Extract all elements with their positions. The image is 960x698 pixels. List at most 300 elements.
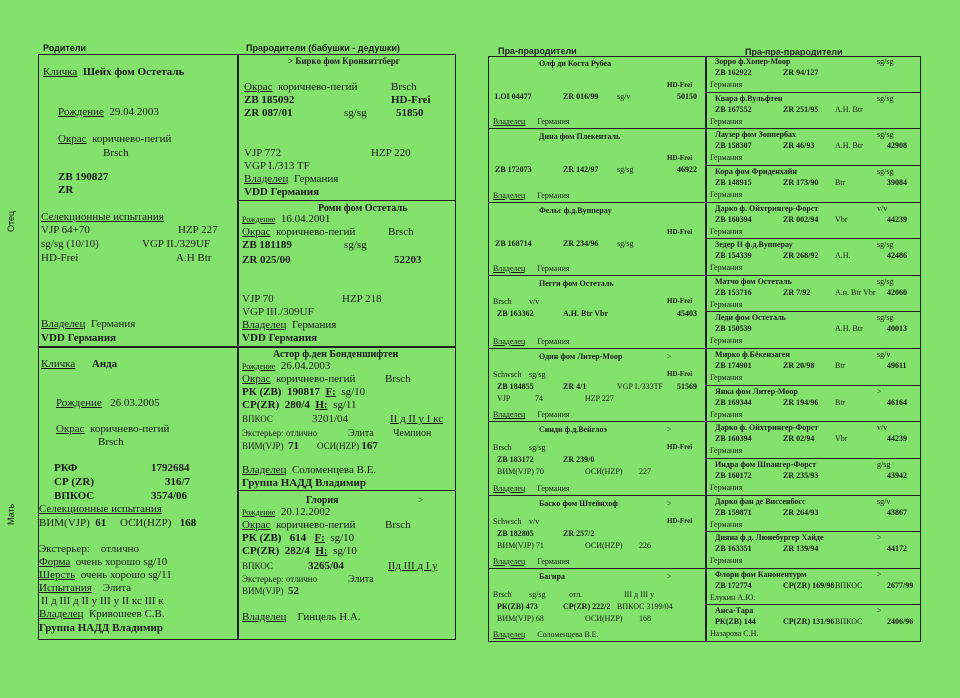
gp1-owner: Германия	[293, 173, 339, 185]
gp3-rk-label: РК (ZB)	[242, 386, 282, 398]
ggp-arrow: >	[667, 571, 672, 581]
mother-trials-1d: 168	[179, 517, 197, 529]
ggp-extra: sg/sg	[617, 238, 634, 248]
father-trials-1b: HZP 227	[178, 224, 218, 236]
gggp-reg: ZB 160172	[715, 470, 752, 480]
gggp-reg: ZB 159871	[715, 507, 752, 517]
gp3-owner-label: Владелец	[242, 464, 287, 476]
gggp-owner: Германия	[710, 153, 743, 163]
gp1-owner-label: Владелец	[244, 173, 289, 185]
father-owner2: VDD Германия	[41, 332, 117, 344]
gggp-owner: Германия	[710, 556, 743, 566]
mother-owner: Кривошеев С.В.	[88, 608, 165, 620]
ggp-owner-label: Владелец	[493, 117, 526, 127]
father-trials-2b: VGP II./329UF	[142, 238, 211, 250]
mother-color2: Brsch	[98, 436, 124, 448]
gp3-birth-label: Рождение	[242, 362, 276, 371]
gp4-exterior: Экстерьер: отлично	[242, 574, 318, 584]
mother-owner2: Группа НАДД Владимир	[39, 622, 163, 634]
mother-test-label: Испытания	[39, 582, 92, 594]
gp1-vgp: VGP I./313 TF	[244, 160, 310, 172]
ggp-reg: LOI 04477	[495, 92, 532, 101]
ggp-number: 50150	[677, 92, 697, 101]
gp2-birth-label: Рождение	[242, 215, 276, 224]
gggp-owner: Германия	[710, 226, 743, 236]
gp3-h: sg/11	[333, 399, 357, 411]
gp4-arrow: >	[418, 495, 424, 505]
gggp-reg: ZB 158307	[715, 141, 752, 151]
gggp-zr: CP(ZR) 131/96	[783, 617, 835, 627]
ggp-color: Brsch	[493, 296, 512, 306]
ggp-owner-label: Владелец	[493, 483, 526, 493]
ggp-title: Дина фом Плекенталь	[539, 132, 621, 142]
gp3-f: sg/10	[341, 386, 366, 398]
ggp-rating: v/v	[529, 516, 540, 526]
gp3-diplomas: II д II у I кс	[390, 413, 444, 425]
gggp-title: Мирко ф.Бёкензаген	[715, 350, 790, 359]
mother-name: Анда	[91, 358, 118, 370]
ggp-reg: ZB 172073	[495, 165, 532, 175]
gp3-elite: Элита	[348, 428, 374, 439]
gp4-title: Глория	[306, 495, 339, 506]
gggp-number: 44239	[887, 434, 907, 444]
mother-coat: очень хорошо sg/11	[80, 569, 172, 581]
great-great-grandparent-13	[707, 496, 920, 533]
gggp-rating: >	[877, 569, 882, 579]
ggp-title: Фельс ф.д.Вуппераy	[539, 205, 612, 215]
mother-birth-label: Рождение	[56, 397, 102, 409]
ggp-rating: sg/sg	[529, 589, 546, 599]
gggp-extra: ВПКОС	[835, 617, 863, 627]
gggp-rating: sg/sg	[877, 313, 894, 323]
mother-form: очень хорошо sg/10	[75, 556, 168, 568]
great-grandparent-2	[489, 129, 705, 202]
gggp-zr: ZR 7/92	[783, 287, 811, 297]
gp2-zr: ZR 025/00	[242, 254, 291, 266]
gggp-reg: ZB 148915	[715, 177, 752, 187]
gggp-owner: Германия	[710, 373, 743, 382]
gggp-owner: Назарова С.Н.	[710, 629, 759, 639]
gggp-title: Кора фом Фриденхайн	[715, 166, 797, 176]
gp3-owner2: Группа НАДД Владимир	[242, 477, 366, 489]
gp3-color: коричнево-пегий	[276, 373, 356, 385]
ggp-exterior: отл.	[569, 589, 583, 599]
gggp-number: 2677/99	[887, 580, 914, 590]
ggp-number: 45403	[677, 308, 697, 318]
gggp-title: Анса-Тара	[715, 606, 754, 616]
gggp-title: Дарко ф. Ойхтрингер-Форст	[715, 203, 819, 213]
gp2-color: коричнево-пегий	[276, 226, 356, 238]
gp3-cp-label: СР(ZR)	[242, 399, 280, 411]
mother-trials-1b: 61	[95, 517, 107, 529]
father-name-label: Кличка	[43, 66, 78, 78]
gggp-zr: ZR 002/94	[783, 214, 819, 224]
gggp-extra: A.H. Btr	[835, 324, 863, 334]
gp2-color-label: Окрас	[242, 226, 271, 238]
mother-form-label: Форма	[39, 556, 71, 568]
side-label-mother: Мать	[6, 503, 16, 525]
gggp-rating: g/sg	[877, 459, 891, 469]
mother-ext-label: Экстерьер:	[39, 543, 90, 555]
gp2-title: Роми фом Остеталь	[318, 203, 408, 214]
ggp-owner: Германия	[537, 337, 570, 346]
gggp-zr: ZR 20/98	[783, 361, 815, 370]
gp4-cp: 282/4	[284, 545, 310, 557]
father-trials-3a: HD-Frei	[41, 252, 79, 264]
ggp-extra: ВПКОС 3199/04	[617, 601, 673, 611]
gggp-title: Флори фом Канонентурм	[715, 569, 807, 579]
ggp-reg: ZB 184855	[497, 382, 534, 391]
ggp-owner-row	[493, 556, 570, 567]
gp2-vjp: VJP 70	[242, 293, 274, 305]
ggp-hd: HD-Frei	[667, 370, 693, 378]
gggp-reg: ZB 167552	[715, 104, 752, 114]
gggp-extra: ВПКОС	[835, 580, 863, 590]
gggp-number: 42908	[887, 141, 907, 151]
gggp-extra: Vbr	[835, 214, 848, 224]
gggp-reg: ZB 160394	[715, 214, 752, 224]
ggp-zr: ZR 234/96	[563, 238, 599, 248]
great-grandparent-5	[489, 349, 705, 422]
father-color-label: Окрас	[58, 133, 87, 145]
great-grandparent-3	[489, 203, 705, 276]
great-grandparent-6	[489, 422, 705, 495]
gp2-vgp: VGP III./309UF	[242, 306, 314, 318]
gggp-reg: ZB 154339	[715, 251, 752, 261]
ggp-owner-row	[493, 409, 570, 420]
ggp-hzp-label: ОСИ(HZP)	[585, 467, 623, 477]
mother-trials-label: Селекционные испытания	[39, 503, 162, 515]
gggp-number: 39084	[887, 177, 907, 187]
gggp-owner: Германия	[710, 80, 743, 89]
great-great-grandparent-4	[707, 166, 920, 203]
gp3-vim: 71	[288, 440, 300, 452]
gp2-hzp: HZP 218	[342, 293, 382, 305]
side-label-father: Отец	[6, 210, 16, 232]
gggp-owner: Германия	[710, 519, 743, 529]
gggp-title: Матчо фом Остеталь	[715, 276, 792, 286]
gggp-zr: ZR 264/93	[783, 507, 819, 517]
gggp-title: Леди фом Остеталь	[715, 313, 786, 323]
ggp-hzp-label: ОСИ(HZP)	[585, 613, 623, 623]
great-great-grandparent-7	[707, 276, 920, 313]
ggp-hd: HD-Frei	[667, 81, 693, 89]
gp3-color-label: Окрас	[242, 373, 271, 385]
mother-trials-1c: ОСИ(HZP)	[119, 517, 172, 529]
gggp-rating: sg/sg	[877, 93, 894, 103]
gp3-champion: Чемпион	[393, 428, 432, 439]
great-great-grandparent-9	[707, 349, 920, 386]
ggp-vjp-label: ВИМ(VJP) 68	[497, 613, 544, 623]
gggp-owner: Германия	[710, 299, 743, 309]
ggp-zr: ZR 4/1	[563, 382, 587, 391]
gp1-title: > Бирко фом Кронвиттберг	[288, 56, 400, 66]
ggp-reg: ZB 163362	[497, 308, 534, 318]
gp1-color2: Brsch	[391, 81, 417, 93]
gggp-rating: sg/sg	[877, 57, 894, 66]
ggp-owner-label: Владелец	[493, 337, 526, 346]
gggp-zr: ZR 139/94	[783, 544, 819, 554]
great-grandparent-1	[489, 56, 705, 129]
ggp-vjp-label: ВИМ(VJP) 71	[497, 540, 544, 550]
father-owner: Германия	[90, 318, 136, 330]
mother-reg1: 1792684	[151, 462, 190, 474]
mother-name-label: Кличка	[41, 358, 76, 370]
mother-color: коричнево-пегий	[90, 423, 170, 435]
mother-diplomas: II д III д II у III у II кс III к	[41, 595, 164, 607]
mother-trials-1a: ВИМ(VJP)	[39, 517, 90, 529]
gp2-reg: ZB 181189	[242, 239, 292, 251]
ggp-title: Олф ди Коста Рубеа	[539, 59, 612, 68]
gp4-vpkos: 3265/04	[308, 560, 345, 572]
mother-coat-label: Шерсть	[39, 569, 76, 581]
gggp-title: Дарко фан де Виссенбосс	[715, 496, 806, 506]
gggp-owner: Германия	[710, 409, 743, 419]
gggp-extra: A.H.	[835, 251, 851, 261]
gp3-vpkos: 3201/04	[312, 413, 349, 425]
ggp-owner: Германия	[537, 190, 570, 200]
gp4-vpkos-label: ВПКОС	[242, 561, 273, 571]
ggp-owner-label: Владелец	[493, 410, 526, 420]
gggp-zr: CP(ZR) 169/98	[783, 580, 835, 590]
gp3-color2: Brsch	[385, 373, 411, 385]
great-great-grandparent-3	[707, 129, 920, 166]
ggp-hd: HD-Frei	[667, 227, 693, 236]
gp2-color2: Brsch	[388, 226, 414, 238]
header-parents: Родители	[43, 43, 87, 53]
ggp-zr: ZR 142/97	[563, 165, 599, 175]
gp3-f-label: F:	[325, 386, 336, 398]
ggp-arrow: >	[667, 425, 672, 435]
ggp-owner: Соломенцева В.Е.	[537, 630, 599, 639]
ggp-reg: ZB 183172	[497, 455, 534, 465]
ggp-owner-row	[493, 483, 570, 494]
gp3-osi: 167	[361, 440, 378, 452]
ggp-extra: sg/v	[617, 92, 631, 101]
ggp-reg: ZB 168714	[495, 238, 532, 248]
gggp-title: Янка фом Литер-Моор	[715, 386, 798, 396]
ggp-owner-label: Владелец	[493, 190, 526, 200]
ggp-zr: ZR 257/2	[563, 528, 595, 538]
gggp-title: Индра фом Шпангер-Форст	[715, 459, 817, 469]
gp4-birth-label: Рождение	[242, 508, 276, 517]
ggp-hd: HD-Frei	[667, 443, 693, 452]
father-name: Шейх фом Остеталь	[82, 66, 185, 78]
ggp-zr: СР(ZR) 222/2	[563, 601, 611, 611]
gggp-reg: ZB 174901	[715, 361, 752, 370]
ggp-color: Schwsch	[493, 516, 522, 526]
gp1-hd: HD-Frei	[391, 94, 431, 106]
grandparent-4	[238, 491, 456, 639]
ggp-reg: ZB 182805	[497, 528, 534, 538]
ggp-rating: sg/sg	[529, 443, 546, 453]
ggp-owner-row	[493, 629, 599, 640]
father-owner-label: Владелец	[41, 318, 86, 330]
great-grandparent-8	[489, 569, 705, 642]
gggp-number: 49611	[887, 361, 907, 370]
gggp-reg: ZB 162922	[715, 68, 752, 77]
gggp-title: Зорро ф.Хопер-Моор	[715, 57, 791, 66]
ggp-owner-row	[493, 190, 570, 201]
mother-reg2-label: СР (ZR)	[54, 476, 95, 488]
gggp-rating: sg/sg	[877, 130, 894, 140]
mother-reg3: 3574/06	[151, 490, 188, 502]
gggp-extra: A.H. Btr	[835, 104, 863, 114]
father-birth-label: Рождение	[58, 106, 104, 118]
gp4-diplomas: IIд III д I у	[388, 560, 438, 572]
gggp-number: 44172	[887, 544, 907, 554]
gggp-number: 46164	[887, 397, 907, 407]
great-great-grandparent-6	[707, 239, 920, 276]
gggp-title: Зедер II ф.д.Вупперау	[715, 240, 793, 250]
mother-reg3-label: ВПКОС	[54, 490, 95, 502]
ggp-arrow: >	[667, 498, 672, 508]
ggp-hd: HD-Frei	[667, 296, 693, 305]
gp4-elite: Элита	[348, 574, 374, 585]
header-great-grandparents: Пра-прародители	[498, 46, 577, 56]
gggp-extra: Vbr	[835, 434, 848, 444]
father-trials-2a: sg/sg (10/10)	[41, 238, 99, 250]
ggp-extra: sg/sg	[617, 165, 634, 175]
gggp-rating: v/v	[877, 423, 888, 433]
gggp-extra: A.H. Btr	[835, 141, 863, 151]
gggp-owner: Елукин А.Ю.	[710, 592, 756, 602]
gp3-exterior: Экстерьер: отлично	[242, 428, 318, 438]
gp3-osi-label: ОСИ(HZP)	[317, 441, 360, 451]
great-grandparent-4	[489, 276, 705, 349]
gggp-title: Квара ф.Вульфтен	[715, 93, 783, 103]
gp3-birth: 26.04.2003	[280, 360, 331, 372]
ggp-owner-label: Владелец	[493, 263, 526, 273]
mother-ext: отлично	[100, 543, 140, 555]
ggp-vjp-label: ВИМ(VJP) 70	[497, 467, 544, 477]
gggp-zr: ZR 251/95	[783, 104, 819, 114]
gp1-num: 51850	[396, 107, 424, 119]
great-great-grandparent-12	[707, 459, 920, 496]
gggp-number: 42486	[887, 251, 907, 261]
ggp-hd: HD-Frei	[667, 154, 693, 163]
ggp-rating: v/v	[529, 296, 540, 306]
gp4-vim: 52	[288, 585, 300, 597]
grandparent-1	[238, 54, 456, 201]
gp3-owner: Соломенцева В.Е.	[291, 464, 377, 476]
ggp-zr: ZR 239/0	[563, 455, 595, 465]
ggp-owner: Германия	[537, 410, 570, 420]
gp4-h-label: H:	[315, 545, 328, 557]
gggp-owner: Германия	[710, 336, 743, 346]
gp3-h-label: H:	[315, 399, 328, 411]
grandparent-3	[238, 348, 456, 491]
gp2-owner: Германия	[291, 319, 337, 331]
gggp-extra: Btr	[835, 361, 846, 370]
gggp-owner: Германия	[710, 116, 743, 126]
gp3-cp: 280/4	[284, 399, 310, 411]
gggp-rating: >	[877, 606, 882, 616]
grandparent-2	[238, 201, 456, 347]
gggp-zr: ZR 194/96	[783, 397, 819, 407]
ggp-title: Баско фом Штейнхоф	[539, 498, 618, 508]
ggp-rating: sg/sg	[529, 370, 546, 379]
gggp-zr: ZR 46/93	[783, 141, 815, 151]
gp4-birth: 20.12.2002	[280, 506, 331, 518]
gp1-color-label: Окрас	[244, 81, 273, 93]
ggp-arrow: >	[667, 352, 672, 361]
gggp-number: 40013	[887, 324, 907, 334]
gp3-title: Астор ф.ден Бонденшифтен	[273, 349, 399, 360]
mother-cell	[38, 348, 237, 638]
gggp-number: 43942	[887, 470, 907, 480]
gggp-owner: Германия	[710, 482, 743, 492]
ggp-owner: Германия	[537, 117, 570, 127]
gggp-title: Дияна ф.д. Люнебургер Хайде	[715, 533, 824, 543]
ggp-diplomas: III д III у	[624, 589, 655, 599]
gp4-cp-label: СР(ZR)	[242, 545, 280, 557]
father-trials-1a: VJP 64+70	[41, 224, 90, 236]
ggp-vjp: 74	[535, 394, 543, 403]
gggp-reg: ZB 153716	[715, 287, 752, 297]
gggp-reg: ZB 160394	[715, 434, 752, 444]
gggp-reg: ZB 169344	[715, 397, 752, 407]
gggp-zr: ZR 173/90	[783, 177, 819, 187]
gggp-rating: >	[877, 533, 882, 543]
ggp-color: Brsch	[493, 443, 512, 453]
mother-color-label: Окрас	[56, 423, 85, 435]
gggp-zr: ZR 235/93	[783, 470, 819, 480]
gggp-rating: sg/sg	[877, 276, 894, 286]
gggp-extra: A.н. Btr Vbr	[835, 287, 876, 297]
gggp-rating: sg/sg	[877, 166, 894, 176]
ggp-color: Brsch	[493, 589, 512, 599]
gggp-reg: РК(ZB) 144	[715, 617, 756, 627]
great-great-grandparent-10	[707, 386, 920, 423]
ggp-owner-row	[493, 116, 570, 127]
gggp-rating: v/v	[877, 203, 888, 213]
ggp-extra: VGP I./333TF	[617, 382, 663, 391]
ggp-title: Пегги фом Остеталь	[539, 278, 614, 288]
ggp-hzp: 168	[639, 613, 651, 623]
ggp-owner: Германия	[537, 556, 570, 566]
gggp-title: Лаузер фом Зоппербах	[715, 130, 797, 140]
gp3-vim-label: ВИМ(VJP)	[242, 441, 284, 451]
ggp-owner-label: Владелец	[493, 630, 526, 639]
great-great-grandparent-15	[707, 569, 920, 606]
great-great-grandparent-5	[707, 203, 920, 240]
gp1-reg: ZB 185092	[244, 94, 295, 106]
great-great-grandparent-14	[707, 532, 920, 569]
father-reg: ZB 190827	[58, 171, 109, 183]
gp4-owner-label: Владелец	[242, 611, 287, 623]
gggp-zr: ZR 02/94	[783, 434, 815, 444]
ggp-hzp-label: ОСИ(HZP)	[585, 540, 623, 550]
gp2-sgsg: sg/sg	[344, 239, 367, 251]
ggp-owner-row	[493, 263, 570, 274]
gp2-birth: 16.04.2001	[280, 213, 331, 225]
gp4-rk: 614	[289, 532, 307, 544]
gp4-color-label: Окрас	[242, 519, 271, 531]
gggp-rating: sg/v	[877, 350, 891, 359]
mother-owner-label: Владелец	[39, 608, 84, 620]
gggp-zr: ZR 268/92	[783, 251, 819, 261]
gggp-reg: ZB 163351	[715, 544, 752, 554]
gggp-number: 43867	[887, 507, 907, 517]
gp4-vim-label: ВИМ(VJP)	[242, 586, 284, 596]
gggp-number: 2406/96	[887, 617, 914, 627]
gp1-color: коричнево-пегий	[278, 81, 358, 93]
header-grandparents: Прародители (бабушки - дедушки)	[246, 43, 400, 53]
father-trials-label: Селекционные испытания	[41, 211, 164, 223]
gggp-reg: ZB 150539	[715, 324, 752, 334]
mother-test: Элита	[102, 582, 132, 594]
